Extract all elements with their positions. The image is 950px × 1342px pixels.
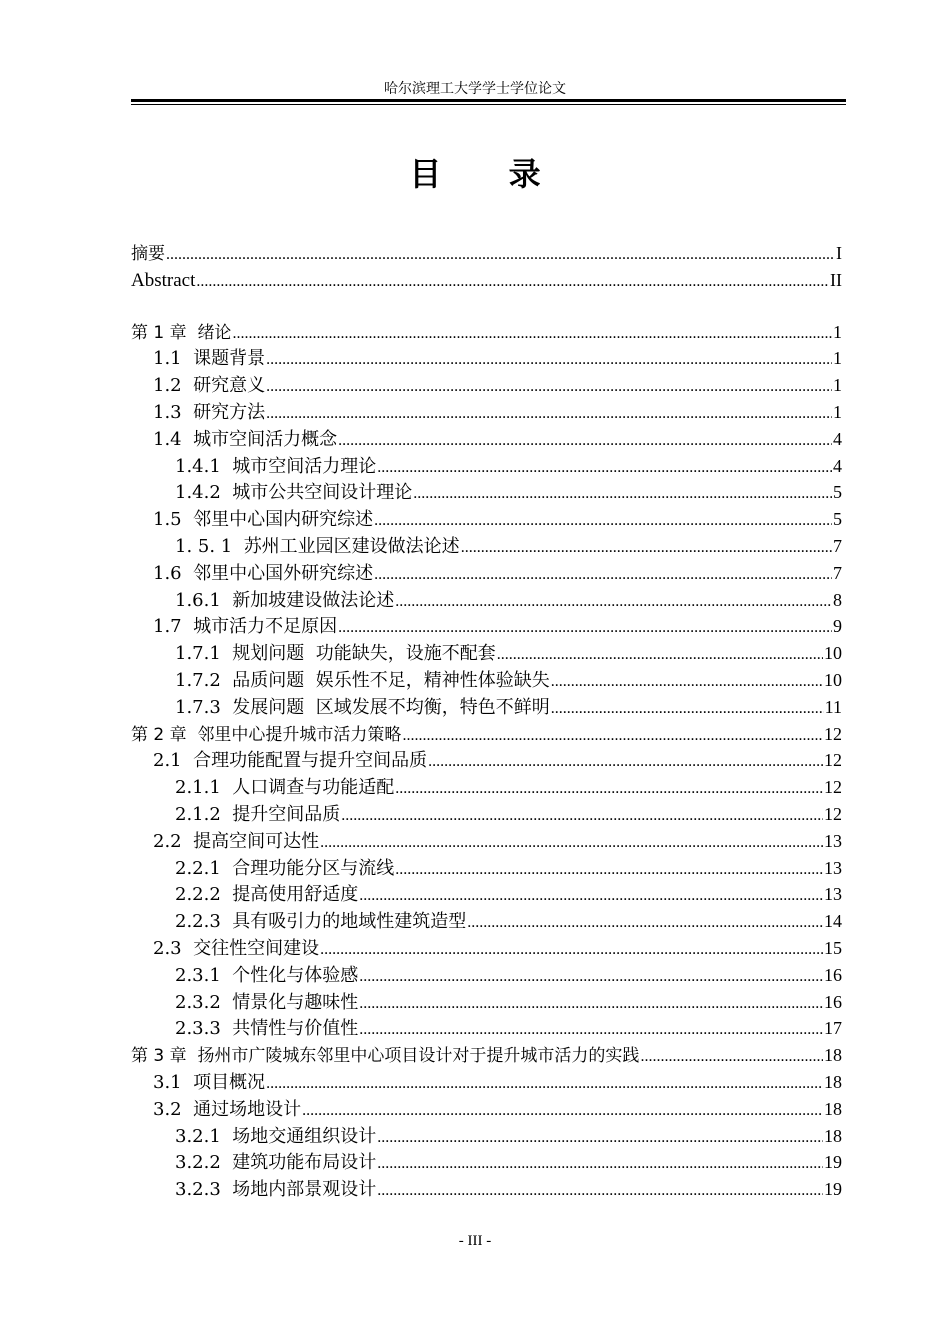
toc-entry-label: 人口调查与功能适配 (232, 777, 395, 799)
toc-entry-label: 邻里中心国外研究综述 (193, 562, 374, 584)
toc-entry-number: 第 1 章 (131, 322, 198, 343)
toc-entry-number: 1.2 (153, 375, 194, 397)
toc-entry[interactable] (131, 667, 842, 694)
toc-dot-leader (359, 991, 823, 1018)
toc-entry-page: 10 (824, 643, 842, 664)
toc-dot-leader (413, 481, 832, 508)
toc-entry[interactable] (131, 828, 842, 855)
toc-entry-page: 13 (824, 884, 842, 905)
toc-dot-leader (359, 883, 823, 910)
toc-entry[interactable] (131, 1042, 842, 1069)
toc-entry-page: 4 (833, 455, 842, 476)
toc-entry-number: 2.2.3 (175, 911, 233, 933)
toc-entry-number: 3.2 (153, 1098, 194, 1120)
toc-entry-label: 品质问题 娱乐性不足，精神性体验缺失 (232, 669, 550, 691)
toc-dot-leader (377, 1151, 823, 1178)
toc-entry[interactable] (131, 935, 842, 962)
toc-entry-label: 邻里中心提升城市活力策略 (197, 724, 402, 745)
toc-dot-leader (377, 1125, 823, 1152)
toc-dot-leader (377, 1178, 823, 1205)
toc-entry-number: 1. 5. 1 (175, 535, 244, 557)
toc-entry[interactable] (131, 989, 842, 1016)
toc-entry-number: 1.4.1 (175, 455, 233, 477)
toc-entry[interactable] (131, 399, 842, 426)
toc-entry[interactable] (131, 1069, 842, 1096)
toc-entry-label: 课题背景 (193, 348, 266, 370)
toc-entry-number: 2.2.2 (175, 884, 233, 906)
toc-dot-leader (196, 269, 829, 296)
toc-entry-page: 13 (824, 830, 842, 851)
toc-dot-leader (374, 562, 832, 589)
toc-entry-page: 18 (824, 1125, 842, 1146)
toc-entry-label: 摘要 (131, 244, 165, 264)
toc-entry[interactable] (131, 345, 842, 372)
toc-entry-label: 城市活力不足原因 (193, 616, 338, 638)
toc-entry-page: 12 (824, 777, 842, 798)
toc-entry[interactable] (131, 267, 842, 294)
toc-entry-page: 4 (833, 428, 842, 449)
toc-entry-page: 7 (833, 562, 842, 583)
toc-entry[interactable] (131, 747, 842, 774)
toc-dot-leader (395, 589, 832, 616)
toc-dot-leader (461, 535, 832, 562)
toc-entry[interactable] (131, 881, 842, 908)
toc-dot-leader (551, 696, 824, 723)
toc-entry-number: 第 3 章 (131, 1046, 198, 1067)
header-title: 哈尔滨理工大学学士学位论文 (384, 81, 566, 97)
toc-entry-label: 提升空间品质 (232, 803, 341, 825)
toc-entry-label: 个性化与体验感 (232, 964, 359, 986)
toc-entry-page: 1 (833, 321, 842, 342)
toc-entry-label: 提高空间可达性 (193, 830, 320, 852)
toc-dot-leader (320, 937, 823, 964)
toc-dot-leader (266, 1071, 823, 1098)
toc-entry-page: 19 (824, 1179, 842, 1200)
toc-entry[interactable] (131, 587, 842, 614)
toc-entry-page: 1 (833, 401, 842, 422)
toc-entry[interactable] (131, 240, 842, 267)
toc-entry-number: 1.6 (153, 562, 194, 584)
toc-entry-number: 2.3.1 (175, 964, 233, 986)
toc-entry-page: 11 (824, 696, 842, 717)
toc-entry[interactable] (131, 801, 842, 828)
toc-entry[interactable] (131, 560, 842, 587)
toc-dot-leader (395, 857, 823, 884)
toc-entry-page: 12 (824, 723, 842, 744)
toc-entry-number: 3.2.2 (175, 1152, 233, 1174)
toc-entry-label: 场地交通组织设计 (232, 1125, 377, 1147)
toc-dot-leader (374, 508, 832, 535)
toc-dot-leader (640, 1044, 823, 1071)
toc-entry-label: 通过场地设计 (193, 1098, 302, 1120)
toc-entry-number: 3.2.3 (175, 1179, 233, 1201)
toc-entry-number: 3.2.1 (175, 1125, 233, 1147)
toc-entry-page: 8 (833, 589, 842, 610)
toc-entry[interactable] (131, 479, 842, 506)
toc-entry-label: 新加坡建设做法论述 (232, 589, 395, 611)
toc-entry-label: 项目概况 (193, 1071, 266, 1093)
toc-dot-leader (402, 723, 823, 750)
toc-entry-page: 19 (824, 1152, 842, 1173)
toc-dot-leader (266, 347, 832, 374)
toc-dot-leader (377, 455, 832, 482)
toc-entry-number: 1.7.3 (175, 696, 233, 718)
toc-dot-leader (232, 321, 832, 348)
toc-dot-leader (320, 830, 823, 857)
toc-entry[interactable] (131, 1096, 842, 1123)
toc-entry-page: 18 (824, 1045, 842, 1066)
toc-entry-label: 城市空间活力概念 (193, 428, 338, 450)
toc-entry-page: 13 (824, 857, 842, 878)
toc-dot-leader (551, 669, 823, 696)
toc-dot-leader (428, 749, 823, 776)
toc-entry-page: 12 (824, 803, 842, 824)
header-rule-thin (131, 104, 846, 105)
toc-entry-page: 16 (824, 964, 842, 985)
toc-entry[interactable] (131, 962, 842, 989)
toc-entry-label: 具有吸引力的地域性建筑造型 (232, 911, 467, 933)
toc-entry-label: 城市空间活力理论 (232, 455, 377, 477)
toc-entry-page: I (836, 243, 842, 263)
toc-entry-page: 5 (833, 509, 842, 530)
toc-dot-leader (166, 242, 835, 269)
toc-entry-label: 提高使用舒适度 (232, 884, 359, 906)
toc-entry-number: 1.4 (153, 428, 194, 450)
toc-entry[interactable] (131, 1176, 842, 1203)
toc-entry[interactable] (131, 506, 842, 533)
toc-entry-page: 1 (833, 375, 842, 396)
toc-entry[interactable] (131, 855, 842, 882)
toc-entry-label: 扬州市广陵城东邻里中心项目设计对于提升城市活力的实践 (197, 1046, 640, 1067)
toc-entry-label: 合理功能配置与提升空间品质 (193, 750, 428, 772)
toc-entry[interactable] (131, 1149, 842, 1176)
toc-entry-number: 1.6.1 (175, 589, 233, 611)
toc-entry[interactable] (131, 1123, 842, 1150)
toc-dot-leader (467, 910, 823, 937)
page-title: 目 录 (409, 155, 569, 193)
toc-entry-label: 建筑功能布局设计 (232, 1152, 377, 1174)
toc-dot-leader (359, 1017, 823, 1044)
toc-entry-label: 邻里中心国内研究综述 (193, 509, 374, 531)
toc-entry-number: 2.3.3 (175, 1018, 233, 1040)
toc-entry[interactable] (131, 453, 842, 480)
toc-entry-label: 苏州工业园区建设做法论述 (243, 535, 460, 557)
toc-entry[interactable] (131, 1015, 842, 1042)
toc-dot-leader (497, 642, 823, 669)
toc-entry-label: 研究意义 (193, 375, 266, 397)
toc-entry-page: 7 (833, 535, 842, 556)
toc-entry-label: 场地内部景观设计 (232, 1179, 377, 1201)
toc-entry[interactable] (131, 372, 842, 399)
toc-entry-page: 5 (833, 482, 842, 503)
toc-entry-number: 1.1 (153, 348, 194, 370)
toc-entry-label: 城市公共空间设计理论 (232, 482, 413, 504)
toc-entry-number: 2.3 (153, 937, 194, 959)
toc-entry-page: II (830, 269, 842, 290)
toc-entry[interactable] (131, 640, 842, 667)
toc-entry-label: 交往性空间建设 (193, 937, 320, 959)
toc-dot-leader (341, 803, 823, 830)
toc-dot-leader (266, 401, 832, 428)
toc-entry-number: 1.4.2 (175, 482, 233, 504)
toc-entry-number: 1.5 (153, 509, 194, 531)
toc-entry-label: Abstract (131, 269, 196, 291)
toc-entry-label: 发展问题 区域发展不均衡，特色不鲜明 (232, 696, 550, 718)
toc-entry-label: 情景化与趣味性 (232, 991, 359, 1013)
toc-entry-page: 1 (833, 348, 842, 369)
toc-entry-label: 绪论 (197, 322, 232, 343)
toc-entry-number: 1.7.1 (175, 643, 233, 665)
toc-entry[interactable] (131, 613, 842, 640)
table-of-contents (131, 240, 842, 1203)
toc-entry-number: 2.1.2 (175, 803, 233, 825)
toc-entry-page: 16 (824, 991, 842, 1012)
toc-entry-number: 2.3.2 (175, 991, 233, 1013)
toc-entry-page: 12 (824, 750, 842, 771)
toc-entry[interactable] (131, 426, 842, 453)
toc-entry-number: 3.1 (153, 1071, 194, 1093)
toc-dot-leader (338, 428, 832, 455)
header-rule-thick (131, 99, 846, 102)
toc-entry-number: 2.2 (153, 830, 194, 852)
toc-entry-page: 18 (824, 1071, 842, 1092)
toc-entry-number: 2.2.1 (175, 857, 233, 879)
toc-entry-number: 2.1 (153, 750, 194, 772)
toc-dot-leader (338, 615, 832, 642)
toc-entry-page: 9 (833, 616, 842, 637)
toc-dot-leader (395, 776, 823, 803)
toc-entry-number: 2.1.1 (175, 777, 233, 799)
toc-entry-label: 规划问题 功能缺失，设施不配套 (232, 643, 496, 665)
toc-entry-page: 14 (824, 911, 842, 932)
toc-entry-page: 15 (824, 937, 842, 958)
toc-entry[interactable] (131, 533, 842, 560)
toc-dot-leader (266, 374, 832, 401)
page-number: - III - (458, 1233, 492, 1249)
toc-entry-page: 17 (824, 1018, 842, 1039)
toc-entry[interactable] (131, 319, 842, 346)
toc-entry-label: 合理功能分区与流线 (232, 857, 395, 879)
toc-entry[interactable] (131, 774, 842, 801)
toc-entry-page: 18 (824, 1098, 842, 1119)
toc-entry-page: 10 (824, 669, 842, 690)
toc-entry-number: 1.3 (153, 401, 194, 423)
toc-dot-leader (302, 1098, 823, 1125)
toc-entry[interactable] (131, 721, 842, 748)
toc-entry-label: 研究方法 (193, 401, 266, 423)
toc-entry-number: 1.7.2 (175, 669, 233, 691)
toc-entry[interactable] (131, 908, 842, 935)
toc-entry-number: 1.7 (153, 616, 194, 638)
toc-entry-number: 第 2 章 (131, 724, 198, 745)
toc-entry-label: 共情性与价值性 (232, 1018, 359, 1040)
toc-entry[interactable] (131, 694, 842, 721)
toc-dot-leader (359, 964, 823, 991)
